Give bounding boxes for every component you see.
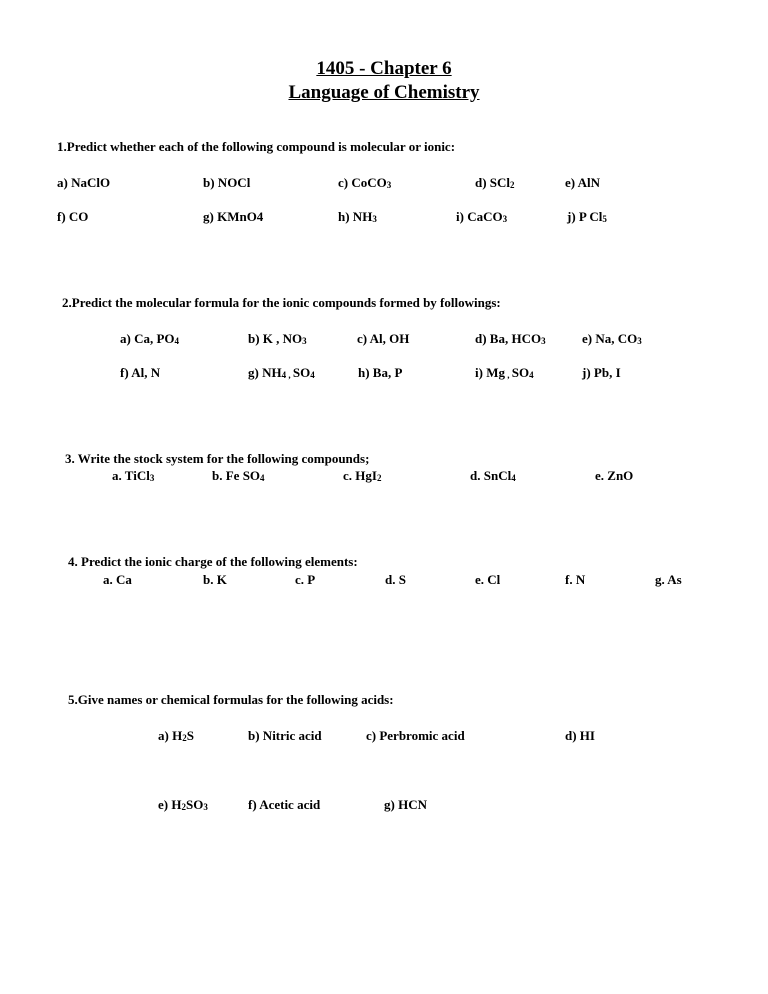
q4-item-text: b. K [203, 572, 227, 587]
question-1-prompt: 1.Predict whether each of the following compound is molecular or ionic: [57, 139, 456, 154]
page-title: 1405 - Chapter 6 [316, 58, 452, 79]
q2-item-subscript: 3 [302, 336, 307, 346]
q1-item [456, 209, 507, 225]
q1-item-text: b) NOCl [203, 175, 251, 190]
q2-item-text: e) Na, CO [582, 331, 638, 346]
q1-item [565, 175, 600, 191]
q4-item-text: c. P [295, 572, 316, 587]
q1-item-text: g) KMnO4 [203, 209, 264, 224]
q3-item [470, 468, 516, 484]
question-5-prompt: 5.Give names or chemical formulas for the following acids: [68, 692, 394, 707]
q5-item-text: e) H [158, 797, 182, 812]
q3-item [212, 468, 265, 484]
q2-item [248, 331, 307, 347]
q4-item [565, 572, 585, 588]
q5-item-text: a) H [158, 728, 183, 743]
q5-item [384, 797, 427, 813]
q1-item [203, 209, 263, 225]
q1-item-text: j) P Cl [567, 209, 603, 224]
q4-item [655, 572, 682, 588]
q5-item [248, 728, 322, 744]
q1-item-text: d) SCl [475, 175, 511, 190]
q4-item-text: a. Ca [103, 572, 132, 587]
q3-item-text: d. SnCl [470, 468, 512, 483]
q1-item [475, 175, 515, 191]
q2-item-text: a) Ca, PO [120, 331, 175, 346]
q2-item-text: d) Ba, HCO [475, 331, 542, 346]
q2-item-text: h) Ba, P [358, 365, 403, 380]
q1-item-text: a) NaClO [57, 175, 111, 190]
q4-item [295, 572, 315, 588]
q3-item-subscript: 3 [149, 473, 155, 483]
q3-item [595, 468, 633, 484]
q2-item [120, 331, 179, 347]
q2-item-text: i) Mg [475, 365, 505, 380]
q1-item-text: c) CoCO [338, 175, 387, 190]
q5-item-text: b) Nitric acid [248, 728, 322, 743]
q1-item [57, 209, 88, 225]
q2-item-text: b) K , NO [248, 331, 303, 346]
q1-item-subscript: 3 [502, 214, 508, 224]
q2-item-text: SO [292, 365, 311, 380]
q2-item [582, 365, 621, 381]
q3-item [112, 468, 154, 484]
q1-item-subscript: 3 [386, 180, 392, 190]
q4-item-text: d. S [385, 572, 406, 587]
q1-item-subscript: 3 [372, 214, 377, 224]
q2-item [475, 331, 546, 347]
question-2-prompt: 2.Predict the molecular formula for the ionic compounds formed by followings: [62, 295, 501, 310]
q1-item-text: f) CO [57, 209, 89, 224]
q5-item-text: f) Acetic acid [248, 797, 321, 812]
q2-item-text: c) Al, OH [357, 331, 410, 346]
question-3-prompt: 3. Write the stock system for the following compounds; [65, 451, 370, 466]
q4-item [103, 572, 132, 588]
q2-item [475, 365, 534, 381]
q1-item [338, 175, 391, 191]
q1-item [338, 209, 377, 225]
q3-item-subscript: 2 [376, 473, 382, 483]
q5-item-text: SO [185, 797, 204, 812]
q5-item-subscript: 2 [182, 733, 187, 743]
q2-item-subscript: 3 [637, 336, 642, 346]
q5-item-subscript: 2 [181, 802, 186, 812]
page-subtitle: Language of Chemistry [288, 82, 480, 103]
q3-item-text: b. Fe SO [212, 468, 261, 483]
q4-item [475, 572, 500, 588]
q5-item-subscript: 3 [203, 802, 208, 812]
q2-item-text: g) NH [248, 365, 282, 380]
q2-item-text: j) Pb, I [582, 365, 621, 380]
q5-item [158, 728, 194, 744]
q3-item-text: a. TiCl [112, 468, 150, 483]
q5-item-text: c) Perbromic acid [366, 728, 465, 743]
q1-item-subscript: 5 [602, 214, 607, 224]
q1-item [203, 175, 250, 191]
q3-item-text: e. ZnO [595, 468, 634, 483]
q3-item-subscript: 4 [511, 473, 516, 483]
q4-item-text: f. N [565, 572, 586, 587]
q5-item [158, 797, 208, 813]
q1-item-text: h) NH [338, 209, 373, 224]
q2-item-subscript: , [504, 370, 512, 380]
q1-item [567, 209, 607, 225]
q2-item-subscript: 4 [529, 370, 534, 380]
q2-item [248, 365, 315, 381]
q3-item [343, 468, 381, 484]
q4-item [203, 572, 227, 588]
q4-item-text: e. Cl [475, 572, 501, 587]
q5-item-text: S [186, 728, 194, 743]
q5-item-text: d) HI [565, 728, 595, 743]
q5-item [565, 728, 595, 744]
q2-item [357, 331, 409, 347]
q2-item [120, 365, 160, 381]
q2-item-text: f) Al, N [120, 365, 161, 380]
q1-item-text: e) AlN [565, 175, 601, 190]
q2-item-subscript: 4 [310, 370, 315, 380]
q2-item [358, 365, 402, 381]
q5-item-text: g) HCN [384, 797, 427, 812]
q5-item [366, 728, 465, 744]
q3-item-text: c. HgI [343, 468, 377, 483]
q3-item-subscript: 4 [260, 473, 265, 483]
q1-item [57, 175, 110, 191]
q2-item-subscript: 4 [174, 336, 180, 346]
question-4-prompt: 4. Predict the ionic charge of the following elements: [68, 554, 358, 569]
q2-item-subscript: 4 , [281, 370, 293, 380]
q1-item-subscript: 2 [510, 180, 515, 190]
q2-item-subscript: 3 [541, 336, 546, 346]
q1-item-text: i) CaCO [456, 209, 503, 224]
q4-item [385, 572, 406, 588]
q5-item [248, 797, 320, 813]
q2-item-text: SO [511, 365, 530, 380]
q4-item-text: g. As [655, 572, 682, 587]
q2-item [582, 331, 642, 347]
